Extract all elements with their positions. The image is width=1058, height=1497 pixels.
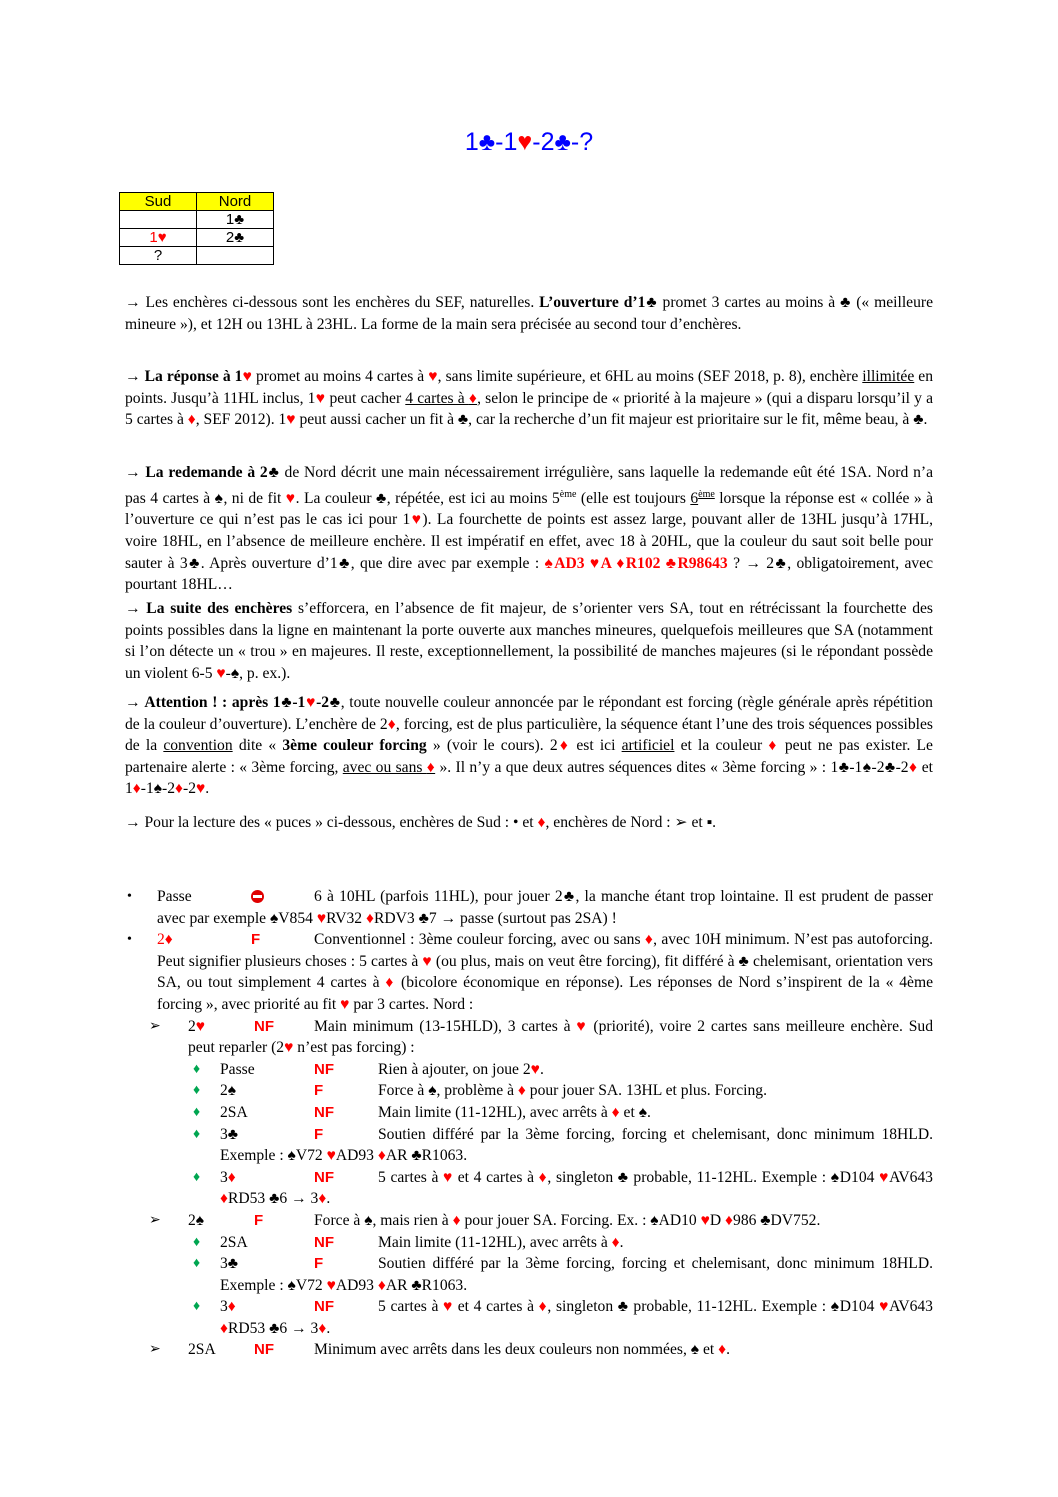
- bid-label: 2SA: [220, 1233, 248, 1251]
- bid-list: [0, 886, 1058, 1361]
- bid-label: 3♦: [220, 1298, 236, 1316]
- bid-tag: NF: [314, 1060, 334, 1078]
- bid-description: Main minimum (13-15HLD), 3 cartes à ♥ (priorité), voire 2 cartes sans meilleure enchère. Sud peut reparler (2♥ n’est pas forcing) :: [188, 1017, 934, 1057]
- p5-text-g: ». Il n’y a que deux autres séquences dites « 3ème forcing » : 1♣-1♠-2♣-2♦ et 1♦-1♠-2♦-2♥.: [125, 758, 933, 798]
- page-title: [0, 128, 1058, 157]
- list-item: [193, 1059, 933, 1081]
- bid-description: Force à ♠, problème à ♦ pour jouer SA. 13HL et plus. Forcing.: [378, 1082, 767, 1100]
- bid-tag: F: [314, 1082, 324, 1100]
- list-item: [193, 1080, 933, 1102]
- paragraph-attention: [125, 692, 933, 800]
- p3-text-f: ? → 2♣, obligatoirement, avec pourtant 18HL…: [125, 554, 933, 594]
- paragraph-legend: [125, 812, 933, 834]
- bid-tag: NF: [314, 1233, 334, 1251]
- diamond-bullet-icon: ♦: [193, 1083, 201, 1099]
- arrow-icon: →: [125, 814, 141, 831]
- arrow-icon: →: [125, 600, 141, 617]
- p1-text-a: Les enchères ci-dessous sont les enchères du SEF, naturelles.: [140, 294, 540, 311]
- bid-description: 6 à 10HL (parfois 11HL), pour jouer 2♣, la manche étant trop lointaine. Il est prudent de passer avec par exemple ♠V854 ♥RV32 ♦RDV3 ♣7 → passe (surtout pas 2SA) !: [157, 888, 933, 927]
- bid-tag: F: [314, 1255, 324, 1273]
- p5-underline-2: artificiel: [621, 737, 675, 755]
- p6-text: Pour la lecture des « puces » ci-dessous, enchères de Sud : • et ♦, enchères de Nord : ➢ et ▪.: [140, 814, 717, 831]
- list-item: [193, 1167, 933, 1210]
- p1-bold: L’ouverture d’1♣: [539, 294, 658, 311]
- list-item: [193, 1253, 933, 1296]
- diamond-bullet-icon: ♦: [193, 1169, 201, 1185]
- bid-description: Main limite (11-12HL), avec arrêts à ♦.: [378, 1233, 624, 1251]
- bid-description: Main limite (11-12HL), avec arrêts à ♦ et ♠.: [378, 1103, 651, 1121]
- auction-cell: 1♣: [197, 211, 274, 229]
- auction-table: [119, 192, 274, 265]
- minus-circle-icon: [251, 890, 264, 903]
- arrow-icon: →: [125, 294, 141, 311]
- bid-label: 3♣: [220, 1125, 239, 1143]
- arrowhead-icon: ➢: [149, 1342, 161, 1358]
- bid-description: Rien à ajouter, on joue 2♥.: [378, 1060, 544, 1078]
- title-club-icon-2: ♣: [554, 128, 571, 156]
- bid-label: Passe: [220, 1060, 255, 1078]
- auction-header-nord: Nord: [197, 193, 274, 211]
- bid-tag: NF: [314, 1168, 334, 1186]
- p2-text-d: en points. Jusqu’à 11HL inclus, 1♥ peut cacher: [125, 368, 933, 407]
- auction-cell: 2♣: [197, 229, 274, 247]
- p5-text-c: , toute nouvelle couleur annoncée par le répondant est forcing (règle générale après répétition de la couleur d’ouverture). L’enchère de 2♦, forcing, est de plus particulière, la séquence étant l’une des trois séquences possibles de la: [125, 694, 933, 755]
- bid-label: 3♣: [220, 1255, 239, 1273]
- p1-text-c: promet 3 cartes au moins à ♣ (« meilleure mineure »), et 12H ou 13HL à 23HL. La forme de la main sera précisée au second tour d’enchères.: [125, 294, 933, 333]
- list-item: [149, 1016, 934, 1059]
- p5-text-e: » (voir le cours). 2♦ est ici: [426, 737, 622, 755]
- bid-description: Force à ♠, mais rien à ♦ pour jouer SA. Forcing. Ex. : ♠AD10 ♥D ♦986 ♣DV752.: [314, 1211, 821, 1229]
- list-item: [127, 886, 933, 929]
- diamond-bullet-icon: ♦: [193, 1126, 201, 1142]
- p5-text-f: et la couleur ♦ peut ne pas exister. Le partenaire alerte : « 3ème forcing,: [125, 737, 933, 776]
- auction-cell: 1♥: [120, 229, 197, 247]
- p3-sup-2: ème: [698, 488, 715, 500]
- auction-row: [120, 211, 274, 229]
- diamond-bullet-icon: ♦: [193, 1256, 201, 1272]
- p2-underline-2: 4 cartes à ♦: [405, 389, 478, 407]
- diamond-bullet-icon: ♦: [193, 1104, 201, 1120]
- bid-description: Soutien différé par la 3ème forcing, forcing et chelemisant, donc minimum 18HLD. Exemple : ♠V72 ♥AD93 ♦AR ♣R1063.: [220, 1125, 933, 1165]
- diamond-bullet-icon: ♦: [193, 1234, 201, 1250]
- list-item: [149, 1339, 933, 1361]
- list-item: [193, 1232, 933, 1254]
- list-item: [127, 929, 934, 1015]
- bullet-marker: •: [127, 932, 132, 948]
- bid-label: 2SA: [220, 1103, 248, 1121]
- title-club-icon: ♣: [478, 128, 496, 156]
- arrowhead-icon: ➢: [149, 1212, 161, 1228]
- p2-text-e: , selon le principe de « priorité à la majeure » (qui a disparu lorsqu’il y a 5 cartes à ♦, SEF 2012). 1♥ peut aussi cacher un fit à ♣, car la recherche d’un fit majeur est prioritaire sur le fit, même beau, à ♣.: [125, 389, 933, 429]
- bid-label: 2♥: [188, 1017, 206, 1035]
- p2-bold: La réponse à 1♥: [140, 368, 252, 385]
- p5-text-d: dite «: [232, 737, 283, 755]
- p5-underline-1: convention: [163, 737, 233, 755]
- bid-tag: F: [254, 1211, 264, 1229]
- p2-underline-1: illimitée: [862, 368, 915, 385]
- title-heart-icon: ♥: [517, 128, 533, 156]
- title-part-4: -?: [570, 128, 594, 156]
- paragraph-continuation: [125, 598, 933, 684]
- bid-description: 5 cartes à ♥ et 4 cartes à ♦, singleton ♣ probable, 11-12HL. Exemple : ♠D104 ♥AV643 ♦RD53 ♣6 → 3♦.: [220, 1298, 933, 1337]
- list-item: [193, 1124, 933, 1167]
- paragraph-rebid: [125, 462, 933, 596]
- auction-cell: ?: [120, 247, 197, 265]
- auction-cell: [197, 247, 274, 265]
- bid-tag: F: [314, 1125, 324, 1143]
- p5-bold: Attention ! : après 1♣-1♥-2♣: [140, 694, 341, 711]
- list-item: [193, 1296, 933, 1339]
- p3-text-e: lorsque la réponse est « collée » à l’ouverture ce qui n’est pas le cas ici pour 1♥). La fourchette de points est assez large, pouvant aller de 13HL jusqu’à 17HL, voire 18HL, en l’absence de meilleure enchère. Il est impératif en effet, avec 18 à 20HL, que la couleur du saut soit belle pour sauter à 3♣. Après ouverture d’1♣, que dire avec par exemple :: [125, 489, 934, 572]
- bid-label: 2♦: [157, 931, 173, 949]
- list-item: [193, 1102, 933, 1124]
- bid-label: 2♠: [188, 1211, 205, 1229]
- title-part-3: -2: [532, 128, 555, 156]
- arrow-icon: →: [125, 368, 141, 385]
- diamond-bullet-icon: ♦: [193, 1299, 201, 1315]
- auction-row: [120, 229, 274, 247]
- arrowhead-icon: ➢: [149, 1018, 161, 1034]
- arrow-icon: →: [125, 694, 141, 711]
- p4-text-c: s’efforcera, en l’absence de fit majeur, de s’orienter vers SA, tout en rétrécissant la fourchette des points possibles dans la ligne en maintenant la porte ouverte aux manches mineures, quelquefois meilleures que SA (notamment si l’on détecte un « trou » en majeures. Il reste, exceptionnellement, la possibilité de manches majeures (si le répondant possède un violent 6-5 ♥-♠, p. ex.).: [125, 600, 933, 682]
- bid-label: 3♦: [220, 1168, 236, 1186]
- p3-sup-1: ème: [559, 488, 577, 500]
- p3-text-c: de Nord décrit une main nécessairement irrégulière, sans laquelle la redemande eût été 1SA. Nord n’a pas 4 cartes à ♠, ni de fit ♥. La couleur ♣, répétée, est ici au moins 5: [125, 464, 933, 507]
- auction-header-sud: Sud: [120, 193, 197, 211]
- auction-header-row: [120, 193, 274, 211]
- bid-description: Soutien différé par la 3ème forcing, forcing et chelemisant, donc minimum 18HLD. Exemple : ♠V72 ♥AD93 ♦AR ♣R1063.: [220, 1255, 933, 1294]
- p2-text-c: promet au moins 4 cartes à ♥, sans limite supérieure, et 6HL au moins (SEF 2018, p. 8), enchère: [251, 368, 863, 385]
- diamond-bullet-icon: ♦: [193, 1061, 201, 1077]
- bid-tag: NF: [254, 1341, 274, 1359]
- title-part-2: -1: [495, 128, 518, 156]
- bid-label: Passe: [157, 888, 192, 905]
- p3-hand: ♠AD3 ♥A ♦R102 ♣R98643: [544, 554, 728, 572]
- p3-text-d: (elle est toujours: [576, 489, 691, 507]
- bid-description: Conventionnel : 3ème couleur forcing, avec ou sans ♦, avec 10H minimum. N’est pas autoforcing. Peut signifier plusieurs choses : 5 cartes à ♥ (ou plus, mais on veut être forcing), fit différé à ♣ chelemisant, orientation vers SA, ou tout simplement 4 cartes à ♦ (bicolore économique en réponse). Les réponses de Nord s’inspirent de la « 4ème forcing », avec priorité au fit ♥ par 3 cartes. Nord :: [157, 931, 934, 1013]
- p3-underline: 6: [690, 489, 699, 507]
- bid-tag: NF: [314, 1103, 334, 1121]
- p3-bold: La redemande à 2♣: [140, 464, 280, 481]
- paragraph-response: [125, 366, 933, 431]
- p5-underline-3: avec ou sans ♦: [342, 758, 436, 776]
- p5-bold-2: 3ème couleur forcing: [282, 737, 427, 755]
- bid-label: 2♠: [220, 1082, 237, 1100]
- arrow-icon: →: [125, 464, 141, 481]
- bid-tag: F: [251, 931, 261, 949]
- bid-description: Minimum avec arrêts dans les deux couleurs non nommées, ♠ et ♦.: [314, 1341, 730, 1359]
- bid-tag: NF: [254, 1017, 274, 1035]
- bid-tag: NF: [314, 1298, 334, 1316]
- p4-bold: La suite des enchères: [140, 600, 293, 617]
- auction-cell: [120, 211, 197, 229]
- title-part-1: 1: [464, 128, 479, 156]
- paragraph-opening: [125, 292, 933, 335]
- bid-label: 2SA: [188, 1341, 216, 1359]
- list-item: [149, 1210, 933, 1232]
- bid-description: 5 cartes à ♥ et 4 cartes à ♦, singleton ♣ probable, 11-12HL. Exemple : ♠D104 ♥AV643 ♦RD53 ♣6 → 3♦.: [220, 1168, 933, 1208]
- bullet-marker: •: [127, 889, 132, 904]
- auction-row: [120, 247, 274, 265]
